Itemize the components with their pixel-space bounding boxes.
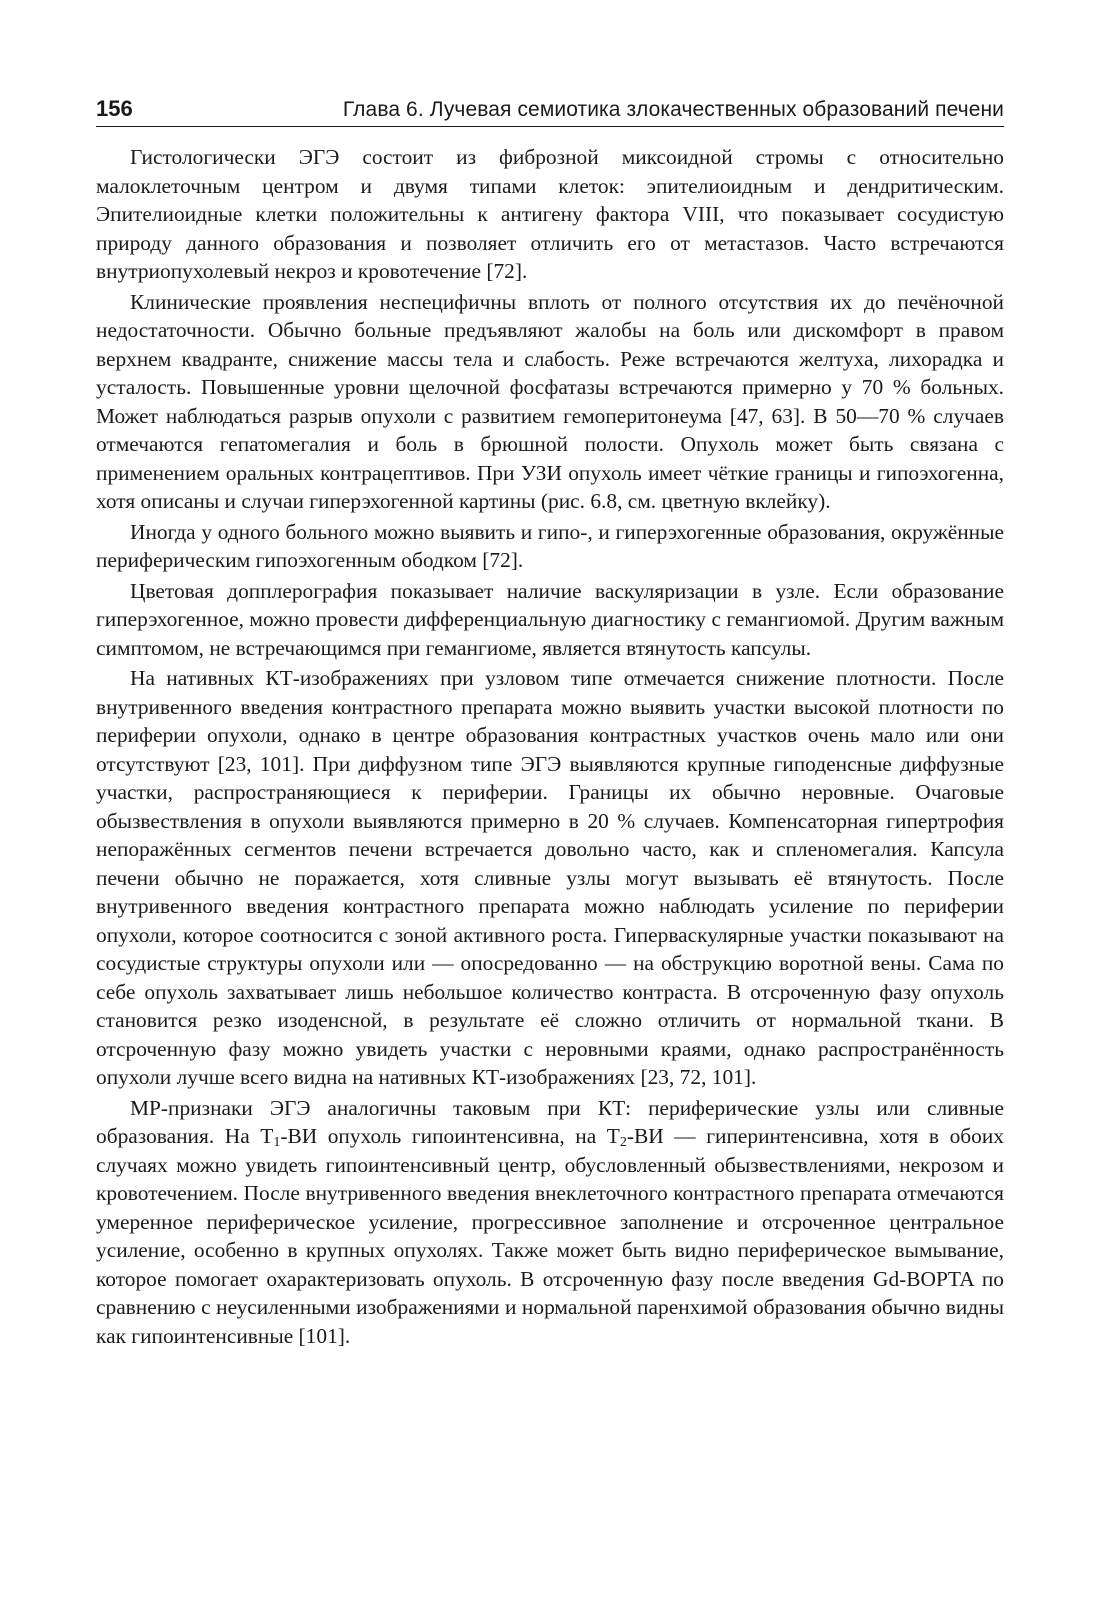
running-head — [96, 96, 1004, 127]
mr-subscript-2: 2 — [619, 1135, 627, 1150]
mr-text-part2: -ВИ опухоль гипоинтенсивна, на Т — [280, 1124, 620, 1148]
mr-text-part1: МР-признаки ЭГЭ аналогичны таковым при КТ: периферические узлы или сливные образования. На Т — [96, 1095, 1004, 1148]
mr-text-part3: -ВИ — гиперинтенсивна, хотя в обоих случаях можно увидеть гипоинтенсивный центр, обусловленный обызвествлениями, некрозом и кровотечением. После внутривенного введения внеклеточного контрастного препарата отмечаются умеренное периферическое усиление, прогрессивное заполнение и отсроченное центральное усиление, особенно в крупных опухолях. Также может быть видно периферическое вымывание, которое помогает охарактеризовать опухоль. В отсроченную фазу после введения Gd-BOPTA по сравнению с неусиленными изображениями и нормальной паренхимой образования обычно видны как гипоинтенсивные [101]. — [96, 1124, 1005, 1348]
chapter-title: Глава 6. Лучевая семиотика злокачественных образований печени — [342, 98, 1004, 121]
mr-subscript-1: 1 — [273, 1135, 281, 1150]
paragraph-echogenic: Иногда у одного больного можно выявить и гипо-, и гиперэхогенные образования, окружённые периферическим гипоэхогенным ободком [72]. — [96, 519, 1004, 572]
paragraph-mr — [96, 1094, 1004, 1351]
paragraph-clinical: Клинические проявления неспецифичны вплоть от полного отсутствия их до печёночной недостаточности. Обычно больные предъявляют жалобы на боль или дискомфорт в правом верхнем квадранте, снижение массы тела и слабость. Реже встречаются желтуха, лихорадка и усталость. Повышенные уровни щелочной фосфатазы встречаются примерно у 70 % больных. Может наблюдаться разрыв опухоли с развитием гемоперитонеума [47, 63]. В 50—70 % случаев отмечаются гепатомегалия и боль в брюшной полости. Опухоль может быть связана с применением оральных контрацептивов. При УЗИ опухоль имеет чёткие границы и гипоэхогенна, хотя описаны и случаи гиперэхогенной картины (рис. 6.8, см. цветную вклейку). — [96, 289, 1004, 513]
body-text — [96, 143, 1004, 1350]
paragraph-doppler: Цветовая допплерография показывает наличие васкуляризации в узле. Если образование гиперэхогенное, можно провести дифференциальную диагностику с гемангиомой. Другим важным симптомом, не встречающимся при гемангиоме, является втянутость капсулы. — [96, 578, 1004, 660]
document-page — [96, 96, 1004, 1352]
paragraph-histology: Гистологически ЭГЭ состоит из фиброзной миксоидной стромы с относительно малоклеточным центром и двумя типами клеток: эпителиоидным и дендритическим. Эпителиоидные клетки положительны к антигену фактора VIII, что показывает сосудистую природу данного образования и позволяет отличить его от метастазов. Часто встречаются внутриопухолевый некроз и кровотечение [72]. — [96, 145, 1004, 283]
page-number: 156 — [96, 96, 133, 121]
paragraph-ct: На нативных КТ-изображениях при узловом типе отмечается снижение плотности. После внутривенного введения контрастного препарата можно выявить участки высокой плотности по периферии опухоли, однако в центре образования контрастных участков очень мало или они отсутствуют [23, 101]. При диффузном типе ЭГЭ выявляются крупные гиподенсные диффузные участки, распространяющиеся к периферии. Границы их обычно неровные. Очаговые обызвествления в опухоли выявляются примерно в 20 % случаев. Компенсаторная гипертрофия непоражённых сегментов печени встречается довольно часто, как и спленомегалия. Капсула печени обычно не поражается, хотя сливные узлы могут вызывать её втянутость. После внутривенного введения контрастного препарата можно наблюдать усиление по периферии опухоли, которое соотносится с зоной активного роста. Гиперваскулярные участки показывают на сосудистые структуры опухоли или — опосредованно — на обструкцию воротной вены. Сама по себе опухоль захватывает лишь небольшое количество контраста. В отсроченную фазу опухоль становится резко изоденсной, в результате её сложно отличить от нормальной ткани. В отсроченную фазу можно увидеть участки с неровными краями, однако распространённость опухоли лучше всего видна на нативных КТ-изображениях [23, 72, 101]. — [96, 666, 1004, 1089]
